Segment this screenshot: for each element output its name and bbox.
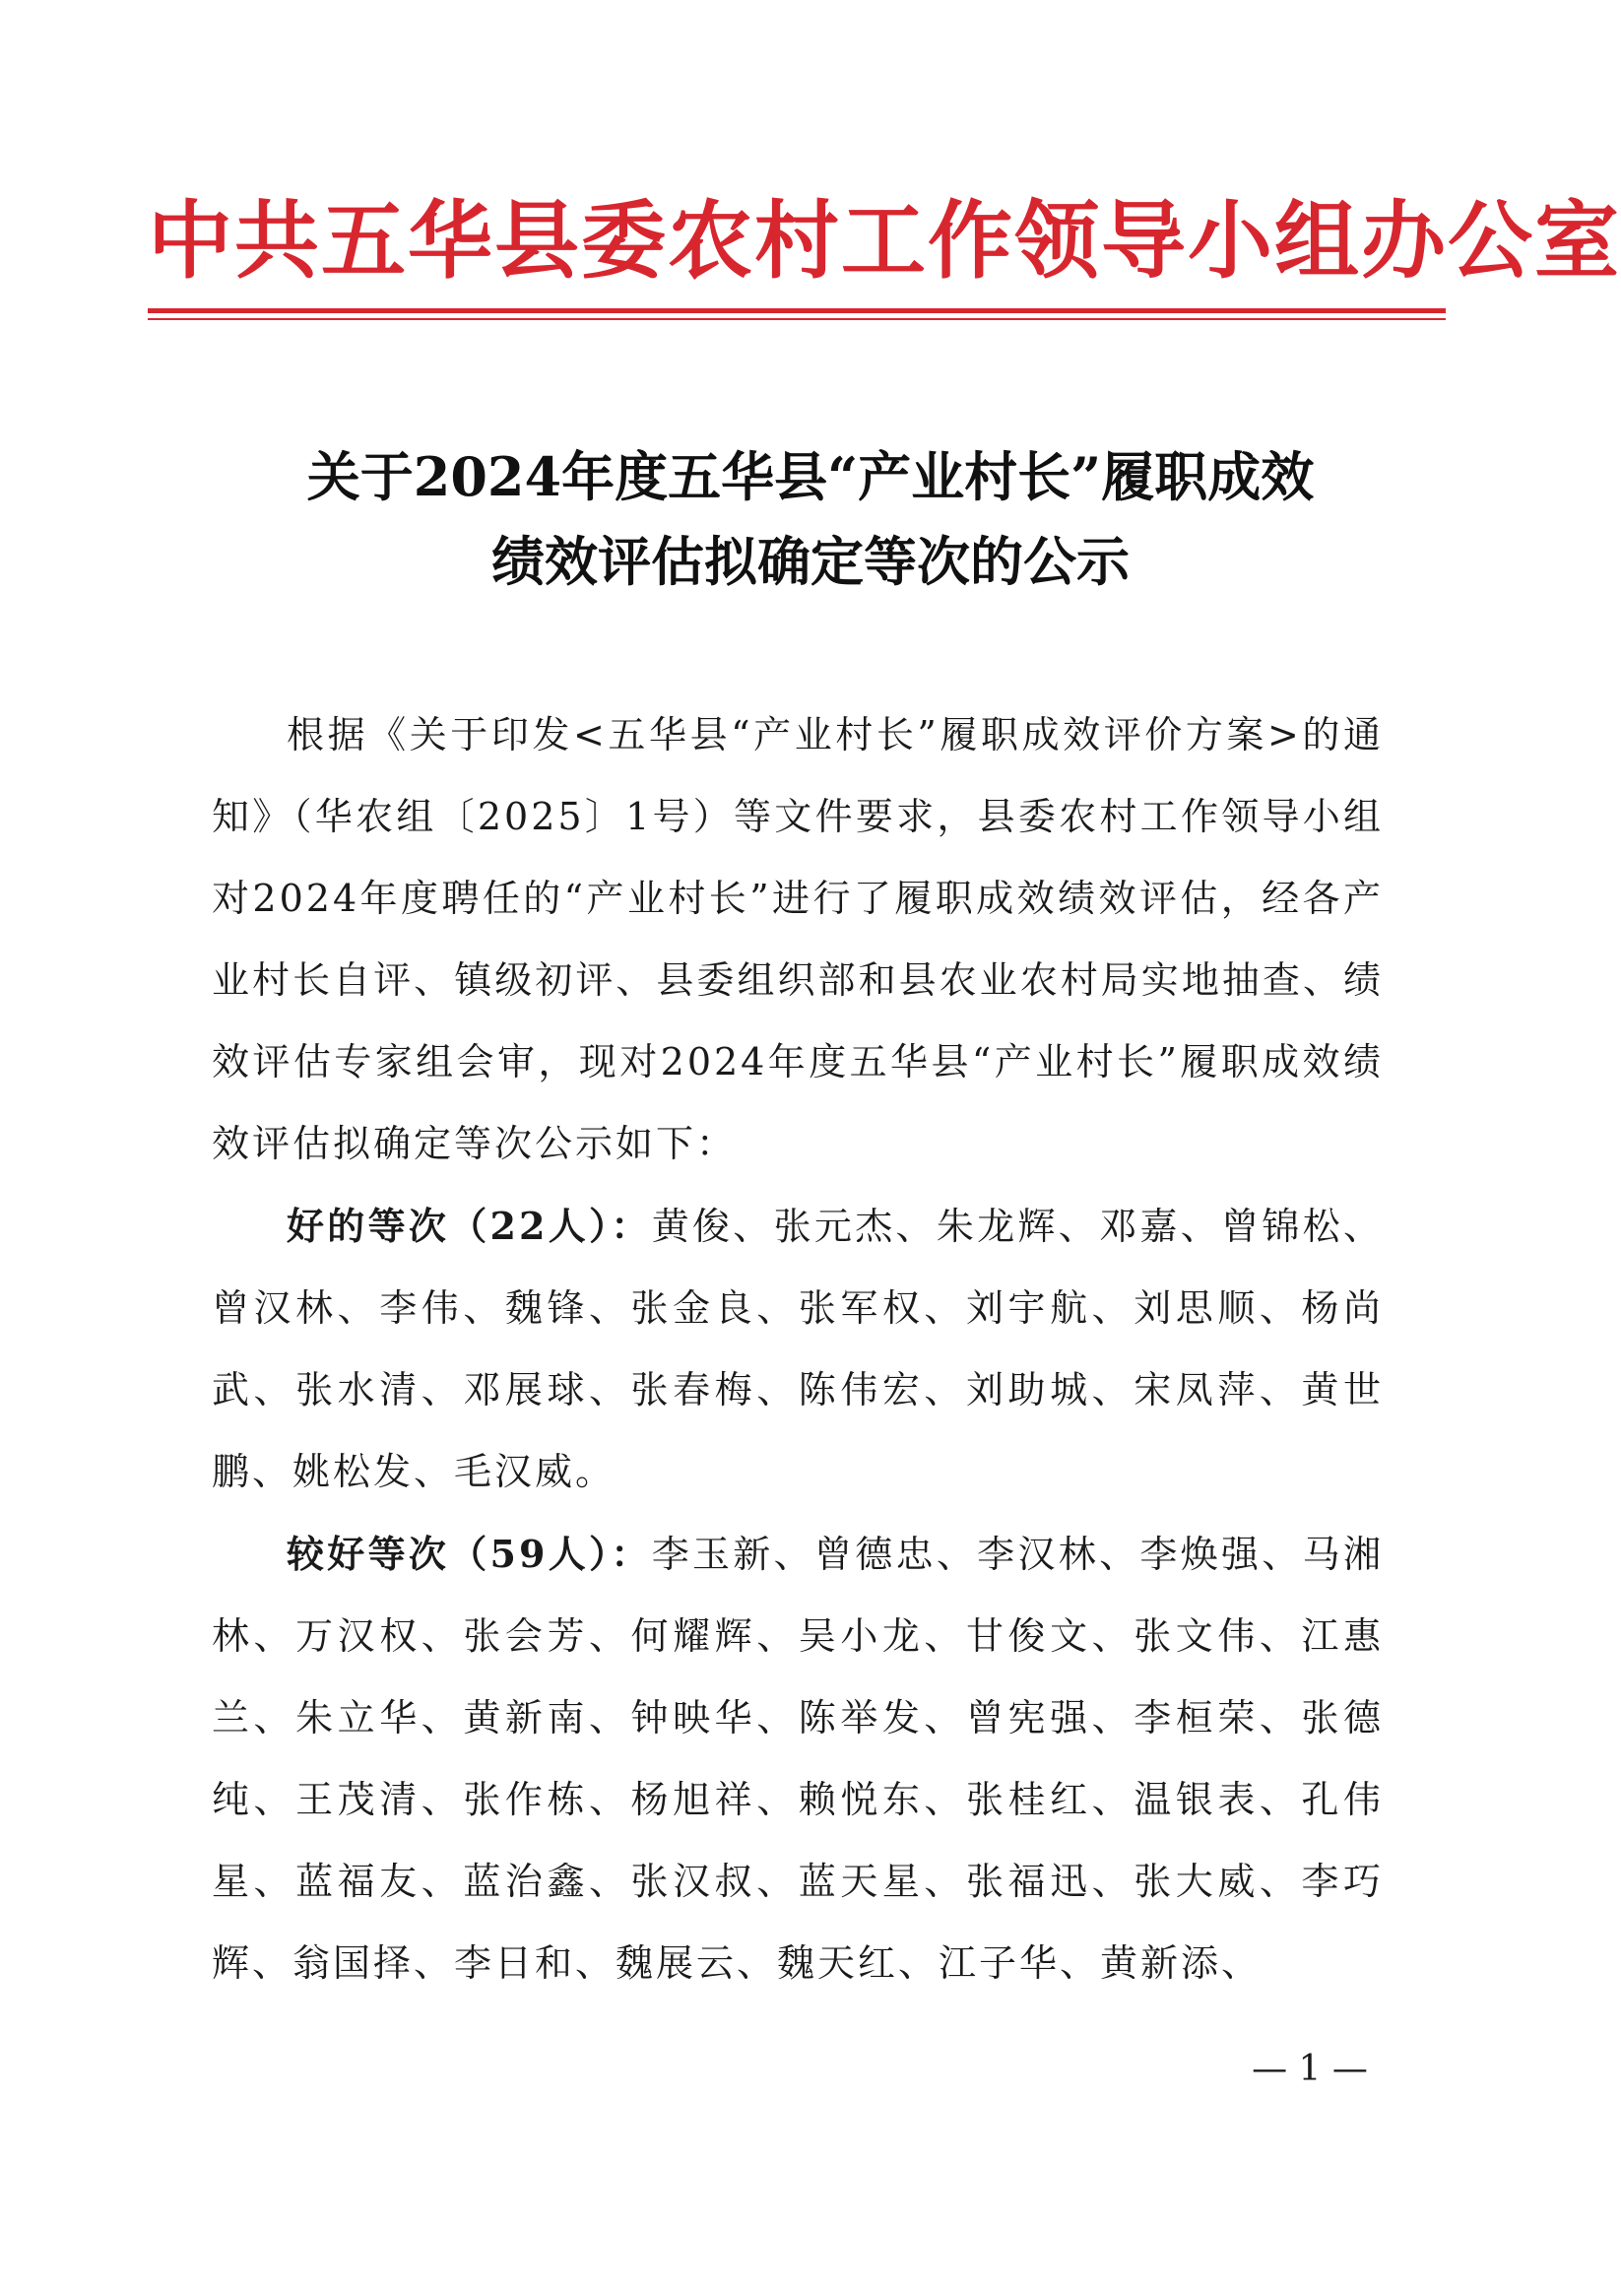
good-grade-heading: 好的等次（22人）：: [287, 1204, 652, 1248]
better-grade-heading: 较好等次（59人）：: [287, 1532, 652, 1576]
letterhead-red-rule-thin: [148, 318, 1446, 320]
good-grade-paragraph: [212, 1185, 1384, 1513]
intro-paragraph: 根据《关于印发<五华县“产业村长”履职成效评价方案>的通知》（华农组〔2025〕1号）等文件要求，县委农村工作领导小组对2024年度聘任的“产业村长”进行了履职成效绩效评估，经各产业村长自评、镇级初评、县委组织部和县农业农村局实地抽查、绩效评估专家组会审，现对2024年度五华县“产业村长”履职成效绩效评估拟确定等次公示如下：: [212, 713, 1384, 1165]
letterhead-org-name: 中共五华县委农村工作领导小组办公室: [148, 192, 1621, 291]
document-body: [212, 694, 1384, 2004]
document-title-line-1: 关于2024年度五华县“产业村长”履职成效: [306, 445, 1315, 508]
document-title-line-2: 绩效评估拟确定等次的公示: [491, 530, 1130, 593]
better-grade-names: 李玉新、曾德忠、李汉林、李焕强、马湘林、万汉权、张会芳、何耀辉、吴小龙、甘俊文、张文伟、江惠兰、朱立华、黄新南、钟映华、陈举发、曾宪强、李桓荣、张德纯、王茂清、张作栋、杨旭祥、赖悦东、张桂红、温银表、孔伟星、蓝福友、蓝治鑫、张汉叔、蓝天星、张福迅、张大威、李巧辉、翁国择、李日和、魏展云、魏天红、江子华、黄新添、: [212, 1533, 1384, 1985]
letterhead-red-rule-thick: [148, 308, 1446, 313]
good-grade-names: 黄俊、张元杰、朱龙辉、邓嘉、曾锦松、曾汉林、李伟、魏锋、张金良、张军权、刘宇航、刘思顺、杨尚武、张水清、邓展球、张春梅、陈伟宏、刘助城、宋凤萍、黄世鹏、姚松发、毛汉威。: [212, 1205, 1384, 1493]
page-number: — 1 —: [1252, 2049, 1368, 2089]
better-grade-paragraph: [212, 1513, 1384, 2004]
